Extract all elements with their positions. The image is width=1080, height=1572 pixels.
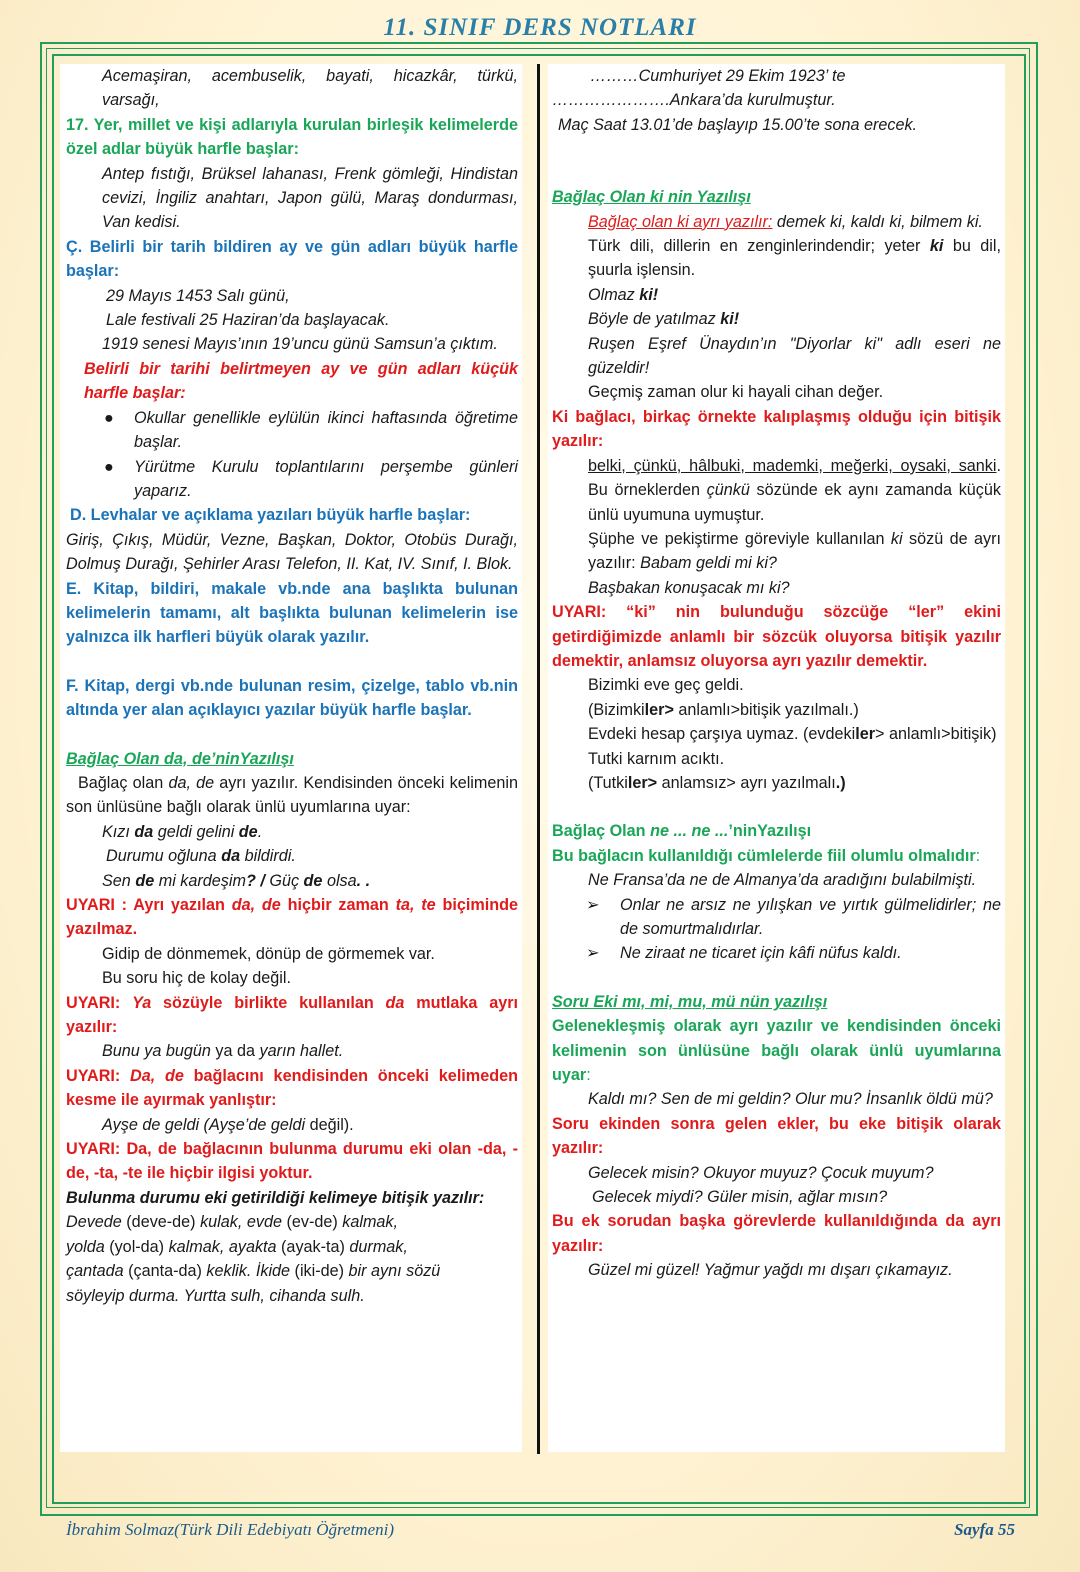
soru-eki-other-rule: Bu ek sorudan başka görevlerde kullanıldığında da ayrı yazılır:: [552, 1212, 1001, 1255]
ki-attached-rule: Ki bağlacı, birkaç örnekte kalıplaşmış olduğu için bitişik yazılır:: [552, 407, 1001, 451]
bullet-item: ● Okullar genellikle eylülün ikinci haftasında öğretime başlar.: [66, 406, 518, 455]
music-terms: Acemaşiran, acembuselik, bayati, hicazkâr, türkü, varsağı,: [102, 67, 518, 110]
rule-c-example-3: 1919 senesi Mayıs’ının 19’uncu günü Samsun’a çıktım.: [102, 335, 498, 354]
ki-emphasis-rule: Şüphe ve pekiştirme göreviyle kullanılan ki sözü de ayrı yazılır: Babam geldi mi ki?: [588, 529, 1001, 573]
rule-c-heading: Ç. Belirli bir tarih bildiren ay ve gün adları büyük harfle başlar:: [66, 237, 518, 281]
ki-ler-example-3: Evdeki hesap çarşıya uymaz. (evdekiler> anlamlı>bitişik): [588, 725, 997, 744]
warning-2: UYARI: Ya sözüyle birlikte kullanılan da mutlaka ayrı yazılır:: [66, 993, 518, 1037]
soru-eki-example-1: Kaldı mı? Sen de mi geldin? Olur mu? İnsanlık öldü mü?: [588, 1090, 993, 1109]
da-example-2: Durumu oğluna da bildirdi.: [106, 847, 296, 866]
arrow-bullet-icon: ➢: [586, 944, 600, 963]
ki-ler-example-1: Bizimki eve geç geldi.: [588, 676, 744, 695]
da-de-rule: Bağlaç olan da, de ayrı yazılır. Kendisinden önceki kelimenin son ünlüsüne bağlı olarak ünlü uyumlarına uyar:: [66, 773, 518, 817]
da-example-6: Bunu ya bugün ya da yarın hallet.: [102, 1042, 344, 1061]
ne-example-1: Ne Fransa’da ne de Almanya’da aradığını bulabilmişti.: [588, 871, 977, 890]
ki-ler-example-5: (Tutkiler> anlamsız> ayrı yazılmalı.): [588, 773, 846, 792]
da-example-1: Kızı da geldi gelini de.: [102, 822, 263, 841]
soru-eki-suffix-rule: Soru ekinden sonra gelen ekler, bu eke bitişik olarak yazılır:: [552, 1114, 1001, 1158]
column-divider: [537, 64, 540, 1454]
da-example-3: Sen de mi kardeşim? / Güç de olsa. .: [102, 871, 371, 890]
ki-ler-example-4: Tutki karnım acıktı.: [588, 749, 725, 768]
section-title-ki: Bağlaç Olan ki nin Yazılışı: [552, 188, 751, 207]
rule-d-examples: Giriş, Çıkış, Müdür, Vezne, Başkan, Doktor, Otobüs Durağı, Dolmuş Durağı, Şehirler Arası Telefon, II. Kat, IV. Sınıf, I. Blok.: [66, 530, 518, 574]
ki-emphasis-example: Başbakan konuşacak mı ki?: [588, 578, 790, 597]
ki-warning: UYARI: “ki” nin bulunduğu sözcüğe “ler” ekini getirdiğimizde anlamlı bir sözcük oluyorsa bitişik yazılır demektir, anlamsız oluyorsa ayrı yazılır demektir.: [552, 603, 1001, 670]
ne-example-2: ➢ Onlar ne arsız ne yılışkan ve yırtık gülmelidirler; ne de somurtmalıdırlar.: [552, 893, 1001, 942]
warning-1: UYARI : Ayrı yazılan da, de hiçbir zaman ta, te biçiminde yazılmaz.: [66, 896, 519, 939]
da-example-7: Ayşe de geldi (Ayşe’de geldi değil).: [102, 1115, 354, 1134]
locative-example-4: söyleyip durma. Yurtta sulh, cihanda sulh.: [66, 1286, 365, 1305]
warning-4: UYARI: Da, de bağlacının bulunma durumu eki olan -da, -de, -ta, -te ile hiçbir ilgisi yoktur.: [66, 1140, 518, 1183]
left-column: [60, 64, 522, 1452]
page-header-title: 11. SINIF DERS NOTLARI: [383, 14, 697, 41]
ki-example-2: Olmaz ki!: [588, 285, 659, 304]
rule-c-lowercase-heading: Belirli bir tarihi belirtmeyen ay ve gün adları küçük harfle başlar:: [84, 359, 518, 403]
right-column: [548, 64, 1005, 1452]
rule-d-heading: D. Levhalar ve açıklama yazıları büyük harfle başlar:: [70, 506, 471, 525]
ki-example-5: Geçmiş zaman olur ki hayali cihan değer.: [588, 383, 884, 402]
da-example-5: Bu soru hiç de kolay değil.: [102, 969, 291, 988]
footer-author: İbrahim Solmaz(Türk Dili Edebiyatı Öğretmeni): [66, 1520, 394, 1539]
footer-page-number: Sayfa 55: [954, 1520, 1015, 1539]
ne-ne-rule: Bu bağlacın kullanıldığı cümlelerde fiil olumlu olmalıdır:: [552, 846, 981, 865]
rule-f-heading: F. Kitap, dergi vb.nde bulunan resim, çizelge, tablo vb.nin altında yer alan açıklayıcı yazılar büyük harfle başlar.: [66, 676, 518, 720]
arrow-bullet-icon: ➢: [586, 895, 600, 914]
ki-example-3: Böyle de yatılmaz ki!: [588, 310, 740, 329]
ki-ler-example-2: (Bizimkiler> anlamlı>bitişik yazılmalı.): [588, 700, 859, 719]
locative-example-2: yolda (yol-da) kalmak, ayakta (ayak-ta) durmak,: [66, 1237, 408, 1256]
bullet-item: ● Yürütme Kurulu toplantılarını perşembe günleri yaparız.: [66, 455, 518, 504]
rule-17-heading: 17. Yer, millet ve kişi adlarıyla kurulan birleşik kelimelerde özel adlar büyük harfle başlar:: [66, 115, 518, 159]
locative-example-1: Devede (deve-de) kulak, evde (ev-de) kalmak,: [66, 1213, 399, 1232]
ne-example-3: ➢ Ne ziraat ne ticaret için kâfi nüfus kaldı.: [552, 941, 1001, 965]
section-title-ne-ne: Bağlaç Olan ne ... ne ...’ninYazılışı: [552, 822, 812, 841]
ki-attached-examples: belki, çünkü, hâlbuki, mademki, meğerki, oysaki, sanki. Bu örneklerden çünkü sözünde ek aynı zamanda küçük ünlü uyumuna uymuştur.: [588, 456, 1001, 524]
soru-eki-example-3: Gelecek miydi? Güler misin, ağlar mısın?: [592, 1188, 888, 1207]
bullet-icon: ●: [104, 457, 114, 476]
section-title-da-de: Bağlaç Olan da, de’ninYazılışı: [66, 749, 294, 768]
rule-17-examples: Antep fıstığı, Brüksel lahanası, Frenk gömleği, Hindistan cevizi, İngiliz anahtarı, Japon gülü, Maraş dondurması, Van kedisi.: [102, 164, 518, 232]
locative-example-3: çantada (çanta-da) keklik. İkide (iki-de) bir aynı sözü: [66, 1262, 441, 1281]
soru-eki-example-4: Güzel mi güzel! Yağmur yağdı mı dışarı çıkamayız.: [588, 1261, 953, 1280]
locative-rule: Bulunma durumu eki getirildiği kelimeye bitişik yazılır:: [66, 1188, 485, 1207]
rule-c-example-2: Lale festivali 25 Haziran’da başlayacak.: [106, 311, 390, 330]
date-example-2: ………………….Ankara’da kurulmuştur.: [552, 91, 836, 110]
da-example-4: Gidip de dönmemek, dönüp de görmemek var.: [102, 944, 435, 963]
date-example-1: ………Cumhuriyet 29 Ekim 1923’ te: [590, 67, 846, 85]
rule-c-example-1: 29 Mayıs 1453 Salı günü,: [106, 286, 290, 305]
ki-example-1: Türk dili, dillerin en zenginlerindendir; yeter ki bu dil, şuurla işlensin.: [588, 237, 1001, 280]
ki-example-4: Ruşen Eşref Ünaydın’ın "Diyorlar ki" adlı eseri ne güzeldir!: [588, 334, 1001, 378]
soru-eki-rule: Gelenekleşmiş olarak ayrı yazılır ve kendisinden önceki kelimenin son ünlüsüne bağlı olarak ünlü uyumlarına uyar:: [552, 1017, 1001, 1085]
bullet-icon: ●: [104, 408, 114, 427]
section-title-soru-eki: Soru Eki mı, mi, mu, mü nün yazılışı: [552, 992, 828, 1011]
soru-eki-example-2: Gelecek misin? Okuyor muyuz? Çocuk muyum?: [588, 1163, 934, 1182]
ki-rule: Bağlaç olan ki ayrı yazılır: demek ki, kaldı ki, bilmem ki.: [588, 212, 983, 231]
rule-e-heading: E. Kitap, bildiri, makale vb.nde ana başlıkta bulunan kelimelerin tamamı, alt başlıkta bulunan kelimelerin ise yalnızca ilk harfleri büyük olarak yazılır.: [66, 579, 518, 647]
date-example-3: Maç Saat 13.01’de başlayıp 15.00’te sona erecek.: [558, 115, 918, 134]
warning-3: UYARI: Da, de bağlacını kendisinden önceki kelimeden kesme ile ayırmak yanlıştır:: [66, 1066, 518, 1110]
